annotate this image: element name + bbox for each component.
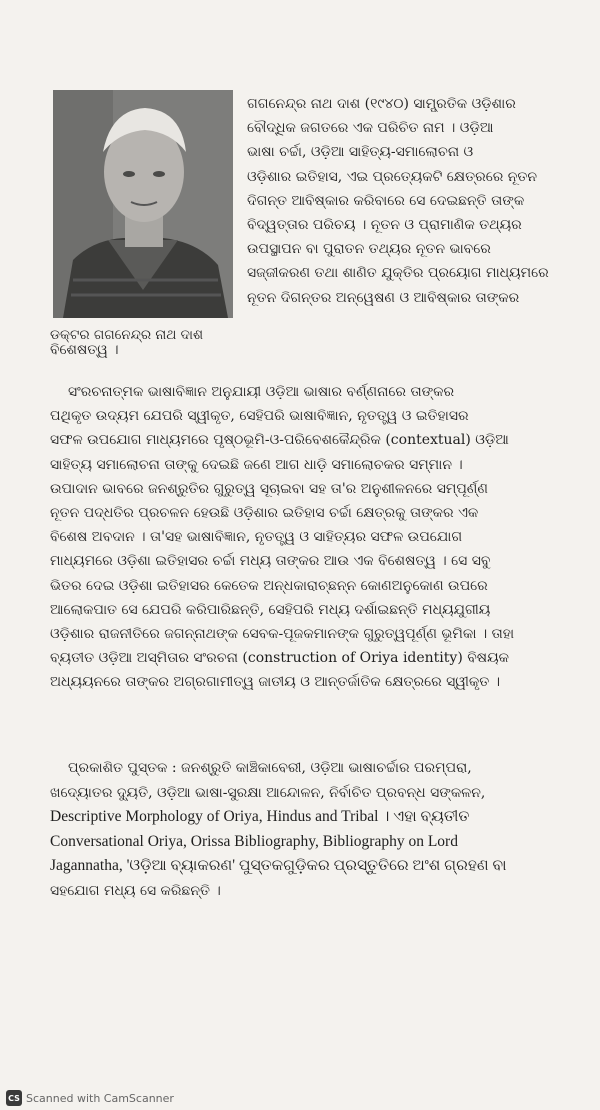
text-line: ପ୍ରକାଶିତ ପୁସ୍ତକ : ଜନଶ୍ରୁତି କାଞ୍ଚିକାବେରୀ, ଓଡ଼ିଆ ଭାଷାଚର୍ଚ୍ଚାର ପରମ୍ପରା,: [68, 760, 472, 776]
author-photo: [53, 90, 233, 318]
body-paragraph: [50, 380, 580, 695]
text-line: ଖଦ୍ୟୋତର ଦ୍ୟୁତି, ଓଡ଼ିଆ ଭାଷା-ସୁରକ୍ଷା ଆନ୍ଦୋଳନ, ନିର୍ବାଚିତ ପ୍ରବନ୍ଧ ସଙ୍କଳନ,: [50, 784, 486, 801]
text-line: ମାଧ୍ୟମରେ ଓଡ଼ିଶା ଇତିହାସର ଚର୍ଚ୍ଚା ମଧ୍ୟ ତାଙ୍କର ଆଉ ଏକ ବିଶେଷତ୍ୱ । ସେ ସବୁ: [50, 553, 491, 570]
text-line: ସଫଳ ଉପଯୋଗ ମାଧ୍ୟମରେ ପୃଷ୍ଠଭୂମି-ଓ-ପରିବେଶକୈନ୍ଦ୍ରିକ (contextual) ଓଡ଼ିଆ: [50, 432, 509, 449]
text-line: ନୂତନ ପଦ୍ଧତିର ପ୍ରଚଳନ ହେଉଛି ଓଡ଼ିଶାର ଇତିହାସ ଚର୍ଚ୍ଚା କ୍ଷେତ୍ରକୁ ତାଙ୍କର ଏକ: [50, 505, 479, 522]
text-line: ଆଲୋକପାତ ସେ ଯେପରି କରିପାରିଛନ୍ତି, ସେହିପରି ମଧ୍ୟ ଦର୍ଶାଇଛନ୍ତି ମଧ୍ୟଯୁଗୀୟ: [50, 601, 491, 618]
text-line: ନୂତନ ଦିଗନ୍ତର ଅନ୍ୱେଷଣ ଓ ଆବିଷ୍କାର ତାଙ୍କର: [247, 289, 520, 306]
text-line: ବୌଦ୍ଧିକ ଜଗତରେ ଏକ ପରିଚିତ ନାମ । ଓଡ଼ିଆ: [247, 120, 494, 137]
text-line: Jagannatha, 'ଓଡ଼ିଆ ବ୍ୟାକରଣ' ପୁସ୍ତକଗୁଡ଼ିକର ପ୍ରସ୍ତୁତିରେ ଅଂଶ ଗ୍ରହଣ ବା: [50, 857, 507, 874]
books-paragraph: [50, 756, 580, 903]
intro-last-line: [50, 338, 580, 362]
text-line: ଭାଷା ଚର୍ଚ୍ଚା, ଓଡ଼ିଆ ସାହିତ୍ୟ-ସମାଲୋଚନା ଓ: [247, 144, 474, 161]
author-block: [50, 90, 240, 343]
text-line: Descriptive Morphology of Oriya, Hindus and Tribal । ଏହା ବ୍ୟତୀତ: [50, 808, 470, 825]
text-line: ବ୍ୟତୀତ ଓଡ଼ିଆ ଅସ୍ମିତାର ସଂରଚନା (construction of Oriya identity) ବିଷୟକ: [50, 650, 510, 667]
intro-paragraph: [247, 92, 577, 310]
watermark-text: Scanned with CamScanner: [26, 1091, 174, 1105]
text-line: ଉପସ୍ଥାପନ ବା ପୁରାତନ ତଥ୍ୟର ନୂତନ ଭାବରେ: [247, 241, 491, 258]
text-line: ସଜ୍ଜୀକରଣ ତଥା ଶାଣିତ ଯୁକ୍ତିର ପ୍ରୟୋଗ ମାଧ୍ୟମରେ: [247, 265, 549, 282]
text-line: ପଥିକୃତ ଉଦ୍ୟମ ଯେପରି ସ୍ୱୀକୃତ, ସେହିପରି ଭାଷାବିଜ୍ଞାନ, ନୃତତ୍ତ୍ୱ ଓ ଇତିହାସର: [50, 408, 469, 425]
text-line: ଓଡ଼ିଶାର ଇତିହାସ, ଏଇ ପ୍ରତ୍ୟେକଟି କ୍ଷେତ୍ରରେ ନୂତନ: [247, 168, 538, 185]
text-line: Conversational Oriya, Orissa Bibliography, Bibliography on Lord: [50, 832, 458, 850]
camscanner-logo-icon: CS: [6, 1090, 22, 1106]
text-line: ଭିତର ଦେଇ ଓଡ଼ିଶା ଇତିହାସର କେତେକ ଅନ୍ଧକାରାଚ୍ଛନ୍ନ କୋଣଅନୁକୋଣ ଉପରେ: [50, 577, 488, 594]
text-line: ବିଶେଷ ଅବଦାନ । ତା'ସହ ଭାଷାବିଜ୍ଞାନ, ନୃତତ୍ତ୍ୱ ଓ ସାହିତ୍ୟର ସଫଳ ଉପଯୋଗ: [50, 529, 463, 546]
text-line: ଅଧ୍ୟୟନରେ ତାଙ୍କର ଅଗ୍ରଗାମୀତ୍ୱ ଜାତୀୟ ଓ ଆନ୍ତର୍ଜାତିକ କ୍ଷେତ୍ରରେ ସ୍ୱୀକୃତ ।: [50, 674, 500, 691]
text-line: ସହଯୋଗ ମଧ୍ୟ ସେ କରିଛନ୍ତି ।: [50, 882, 221, 899]
author-caption: ଡକ୍ଟର ଗଗନେନ୍ଦ୍ର ନାଥ ଦାଶ: [50, 327, 204, 343]
text-line: ଉପାଦାନ ଭାବରେ ଜନଶ୍ରୁତିର ଗୁରୁତ୍ୱ ସୂଚାଇବା ସହ ତା'ର ଅନୁଶୀଳନରେ ସମ୍ପୂର୍ଣ୍ଣ: [50, 480, 488, 497]
portrait-photo-icon: [53, 90, 233, 318]
text-line: ବିଶେଷତ୍ୱ ।: [50, 342, 119, 358]
scanner-watermark: [6, 1090, 174, 1106]
text-line: ବିଦ୍ୱତ୍ତାର ପରିଚୟ । ନୂତନ ଓ ପ୍ରାମାଣିକ ତଥ୍ୟର: [247, 217, 522, 234]
text-line: ଓଡ଼ିଶାର ରାଜନୀତିରେ ଜଗନ୍ନାଥଙ୍କ ସେବକ-ପୂଜକମାନଙ୍କ ଗୁରୁତ୍ୱପୂର୍ଣ୍ଣ ଭୂମିକା । ତାହା: [50, 626, 515, 643]
text-line: ସାହିତ୍ୟ ସମାଲୋଚନା ତାଙ୍କୁ ଦେଇଛି ଜଣେ ଆଗ ଧାଡ଼ି ସମାଲୋଚକର ସମ୍ମାନ ।: [50, 456, 463, 473]
text-line: ଦିଗନ୍ତ ଆବିଷ୍କାର କରିବାରେ ସେ ଦେଇଛନ୍ତି ତାଙ୍କ: [247, 192, 525, 209]
text-line: ସଂରଚନାତ୍ମକ ଭାଷାବିଜ୍ଞାନ ଅନୁଯାୟୀ ଓଡ଼ିଆ ଭାଷାର ବର୍ଣ୍ଣନାରେ ତାଙ୍କର: [68, 384, 455, 400]
text-line: ଗଗନେନ୍ଦ୍ର ନାଥ ଦାଶ (୧୯୪୦) ସାମ୍ପ୍ରତିକ ଓଡ଼ିଶାର: [247, 96, 516, 112]
